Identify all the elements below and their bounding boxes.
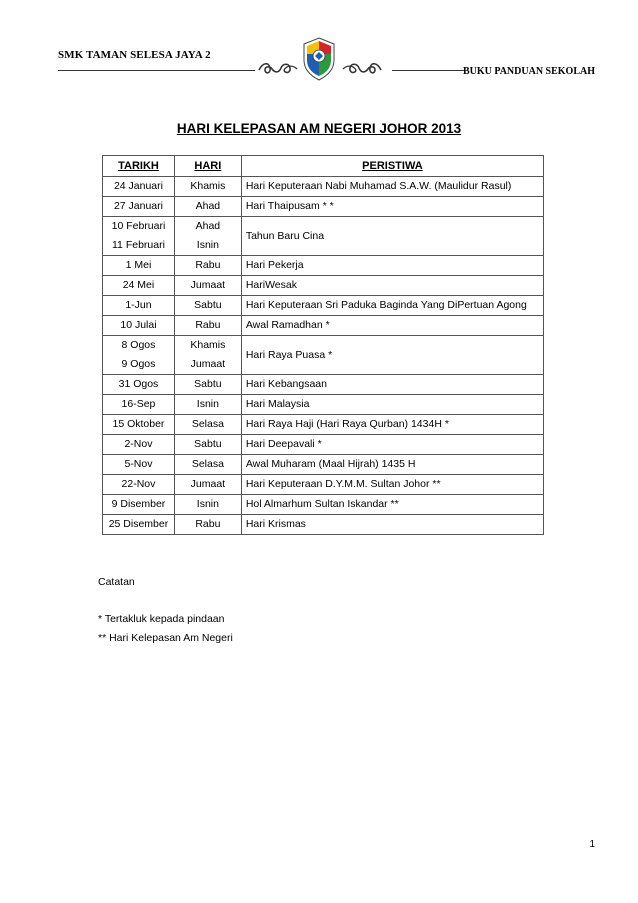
table-row	[103, 375, 544, 395]
table-row	[103, 276, 544, 296]
event-cell: Hari Krismas	[241, 515, 543, 535]
day-cell: Rabu	[174, 256, 241, 276]
table-row	[103, 395, 544, 415]
event-cell: Hari Keputeraan Nabi Muhamad S.A.W. (Maulidur Rasul)	[241, 177, 543, 197]
table-row	[103, 296, 544, 316]
date-cell: 22-Nov	[103, 475, 175, 495]
table-row	[103, 256, 544, 276]
table-row	[103, 435, 544, 455]
table-row	[103, 475, 544, 495]
date-cell: 15 Oktober	[103, 415, 175, 435]
date-cell: 8 Ogos	[103, 336, 175, 356]
event-cell: Hari Raya Puasa *	[241, 336, 543, 375]
table-row	[103, 336, 544, 356]
table-row	[103, 316, 544, 336]
table-row	[103, 415, 544, 435]
day-cell: Isnin	[174, 495, 241, 515]
day-cell: Jumaat	[174, 355, 241, 375]
day-cell: Sabtu	[174, 375, 241, 395]
date-cell: 16-Sep	[103, 395, 175, 415]
day-cell: Khamis	[174, 336, 241, 356]
day-cell: Isnin	[174, 395, 241, 415]
table-row	[103, 455, 544, 475]
document-title: BUKU PANDUAN SEKOLAH	[462, 66, 595, 77]
event-cell: Awal Ramadhan *	[241, 316, 543, 336]
day-cell: Sabtu	[174, 296, 241, 316]
day-cell: Isnin	[174, 236, 241, 256]
date-cell: 9 Disember	[103, 495, 175, 515]
date-cell: 2-Nov	[103, 435, 175, 455]
table-row	[103, 495, 544, 515]
note-amendment: * Tertakluk kepada pindaan	[98, 613, 225, 625]
day-cell: Selasa	[174, 455, 241, 475]
day-cell: Selasa	[174, 415, 241, 435]
date-cell: 1-Jun	[103, 296, 175, 316]
event-cell: Awal Muharam (Maal Hijrah) 1435 H	[241, 455, 543, 475]
column-header-day: HARI	[174, 156, 241, 177]
event-cell: Hari Deepavali *	[241, 435, 543, 455]
table-row	[103, 197, 544, 217]
left-flourish-ornament	[257, 59, 299, 79]
date-cell: 10 Februari	[103, 217, 175, 237]
header-rule-right	[392, 70, 464, 71]
date-cell: 24 Januari	[103, 177, 175, 197]
page-number: 1	[589, 839, 595, 850]
date-cell: 10 Julai	[103, 316, 175, 336]
table-row	[103, 515, 544, 535]
holiday-table	[102, 155, 544, 535]
event-cell: Hol Almarhum Sultan Iskandar **	[241, 495, 543, 515]
date-cell: 1 Mei	[103, 256, 175, 276]
date-cell: 24 Mei	[103, 276, 175, 296]
column-header-event: PERISTIWA	[241, 156, 543, 177]
date-cell: 5-Nov	[103, 455, 175, 475]
event-cell: HariWesak	[241, 276, 543, 296]
table-row	[103, 217, 544, 237]
day-cell: Ahad	[174, 197, 241, 217]
day-cell: Rabu	[174, 515, 241, 535]
event-cell: Hari Kebangsaan	[241, 375, 543, 395]
right-flourish-ornament	[341, 59, 383, 79]
event-cell: Tahun Baru Cina	[241, 217, 543, 256]
day-cell: Sabtu	[174, 435, 241, 455]
day-cell: Ahad	[174, 217, 241, 237]
table-header-row	[103, 156, 544, 177]
header-rule-left	[58, 70, 255, 71]
school-name: SMK TAMAN SELESA JAYA 2	[58, 49, 211, 61]
table-row	[103, 177, 544, 197]
note-state-holiday: ** Hari Kelepasan Am Negeri	[98, 632, 233, 644]
day-cell: Khamis	[174, 177, 241, 197]
day-cell: Rabu	[174, 316, 241, 336]
column-header-date: TARIKH	[103, 156, 175, 177]
page-heading: HARI KELEPASAN AM NEGERI JOHOR 2013	[176, 121, 462, 136]
date-cell: 31 Ogos	[103, 375, 175, 395]
event-cell: Hari Malaysia	[241, 395, 543, 415]
notes-title: Catatan	[98, 576, 135, 588]
event-cell: Hari Thaipusam * *	[241, 197, 543, 217]
event-cell: Hari Keputeraan D.Y.M.M. Sultan Johor **	[241, 475, 543, 495]
date-cell: 9 Ogos	[103, 355, 175, 375]
event-cell: Hari Keputeraan Sri Paduka Baginda Yang DiPertuan Agong	[241, 296, 543, 316]
event-cell: Hari Pekerja	[241, 256, 543, 276]
date-cell: 25 Disember	[103, 515, 175, 535]
event-cell: Hari Raya Haji (Hari Raya Qurban) 1434H *	[241, 415, 543, 435]
school-crest-icon	[301, 36, 337, 82]
day-cell: Jumaat	[174, 475, 241, 495]
day-cell: Jumaat	[174, 276, 241, 296]
date-cell: 27 Januari	[103, 197, 175, 217]
date-cell: 11 Februari	[103, 236, 175, 256]
